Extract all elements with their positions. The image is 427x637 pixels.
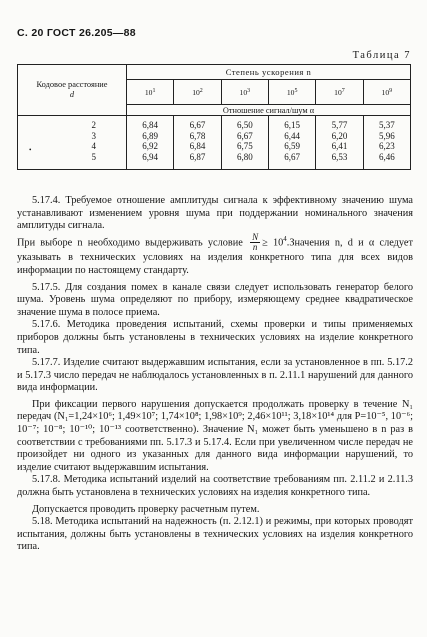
table-cell: 6,46 xyxy=(363,152,410,170)
table-cell: 6,44 xyxy=(268,131,315,142)
fraction-n-over-n: $\frac{N}{n}$ xyxy=(252,232,259,253)
table-cell: 6,20 xyxy=(316,131,363,142)
distance-header-symbol: d xyxy=(69,90,75,99)
paragraph-5-17-4: 5.17.4. Требуемое отношение амплитуды сигнала к эффективному значению шума устанавливают изменением уровня шума при поддержании номинального значения амплитуды сигнала. xyxy=(17,195,413,232)
table-cell: 6,53 xyxy=(316,152,363,170)
paragraph-5-17-8: 5.17.8. Методика испытаний изделий на соответствие требованиям пп. 2.11.2 и 2.11.3 должна быть установлена в технических условиях на изделия конкретного типа. xyxy=(17,474,413,499)
table-cell: 6,50 xyxy=(221,116,268,131)
n-header: $10^7$ xyxy=(316,80,363,105)
table-cell: 2 xyxy=(18,116,127,131)
distance-header-text: Кодовое расстояние xyxy=(36,80,108,89)
distance-header xyxy=(18,65,127,116)
paragraph-5-17-6: 5.17.6. Методика проведения испытаний, схемы проверки и типы применяемых приборов должны быть установлены в технических условиях на изделие конкретного типа. xyxy=(17,319,413,356)
table-cell: 5,37 xyxy=(363,116,410,131)
table-cell: 4 xyxy=(18,141,127,152)
n-header: $10^9$ xyxy=(363,80,410,105)
n-header: $10^3$ xyxy=(221,80,268,105)
table-cell: 3 xyxy=(18,131,127,142)
body-text xyxy=(17,195,413,554)
paragraph-condition: При выборе n необходимо выдерживать условие $\frac{N}{n}$ ≥ $10^4.Значения$ n, d и α следует указывать в технических условиях на изделия конкретного типа для всех видов информации по настоящему стандарту. xyxy=(17,232,413,276)
table-cell: 5 xyxy=(18,152,127,170)
table-row xyxy=(18,131,411,142)
paragraph-calculation: Допускается проводить проверку расчетным путем. xyxy=(32,503,260,515)
table-cell: 6,15 xyxy=(268,116,315,131)
table-cell: 6,67 xyxy=(268,152,315,170)
table-cell: 6,75 xyxy=(221,141,268,152)
table-row xyxy=(18,152,411,170)
table-cell: 6,59 xyxy=(268,141,315,152)
paragraph-5-17-5: 5.17.5. Для создания помех в канале связи следует использовать генератор белого шума. Уровень шума определяют по прибору, измеряющему среднее квадратическое значение шума в полосе приема. xyxy=(17,281,413,318)
data-table xyxy=(17,64,411,170)
table-cell: 6,84 xyxy=(127,116,174,131)
paragraph-5-18: 5.18. Методика испытаний на надежность (п. 2.12.1) и режимы, при которых проводят испытания, должны быть установлены в технических условиях на изделия конкретного типа. xyxy=(17,516,413,553)
paragraph-first-violation: При фиксации первого нарушения допускается продолжать проверку в течение N₁ передач (N₁=1,24×10⁶; 1,49×10⁷; 1,74×10⁸; 1,98×10⁹; 2,46×10¹¹; 3,18×10¹⁴ для P=10⁻⁵, 10⁻⁶; 10⁻⁷; 10⁻⁸; 10⁻¹⁰; 10⁻¹³ соответственно). Значение N₁ может быть уменьшено в n раз в соответствии с требованиями пп. 5.17.3 и 5.17.4. Если при увеличенном числе передач не произойдет ни одного из указанных для данного вида информации нарушений, то изделие считают выдержавшим испытания. xyxy=(17,398,413,473)
table-cell: 6,23 xyxy=(363,141,410,152)
n-header: $10^2$ xyxy=(174,80,221,105)
ratio-header: Отношение сигнал/шум α xyxy=(127,105,411,116)
table-row xyxy=(18,116,411,131)
table-cell: 5,96 xyxy=(363,131,410,142)
table-cell: 6,87 xyxy=(174,152,221,170)
n-header: $10^1$ xyxy=(127,80,174,105)
table-row xyxy=(18,141,411,152)
table-cell: 5,77 xyxy=(316,116,363,131)
table-cell: 6,94 xyxy=(127,152,174,170)
table-cell: 6,89 xyxy=(127,131,174,142)
n-header: $10^5$ xyxy=(268,80,315,105)
paragraph-5-17-7: 5.17.7. Изделие считают выдержавшим испытания, если за установленное в пп. 5.17.2 и 5.17.3 число передач не наблюдалось установленных в п. 2.11.1 нарушений для данного вида информации. xyxy=(17,357,413,394)
margin-mark: • xyxy=(29,146,32,154)
table-cell: 6,67 xyxy=(221,131,268,142)
page-header: С. 20 ГОСТ 26.205—88 xyxy=(17,27,136,39)
table-cell: 6,78 xyxy=(174,131,221,142)
degree-header: Степень ускорения n xyxy=(127,65,411,80)
table-cell: 6,67 xyxy=(174,116,221,131)
table-cell: 6,84 xyxy=(174,141,221,152)
table-caption: Таблица 7 xyxy=(352,50,411,61)
table-cell: 6,92 xyxy=(127,141,174,152)
table-cell: 6,80 xyxy=(221,152,268,170)
table-cell: 6,41 xyxy=(316,141,363,152)
